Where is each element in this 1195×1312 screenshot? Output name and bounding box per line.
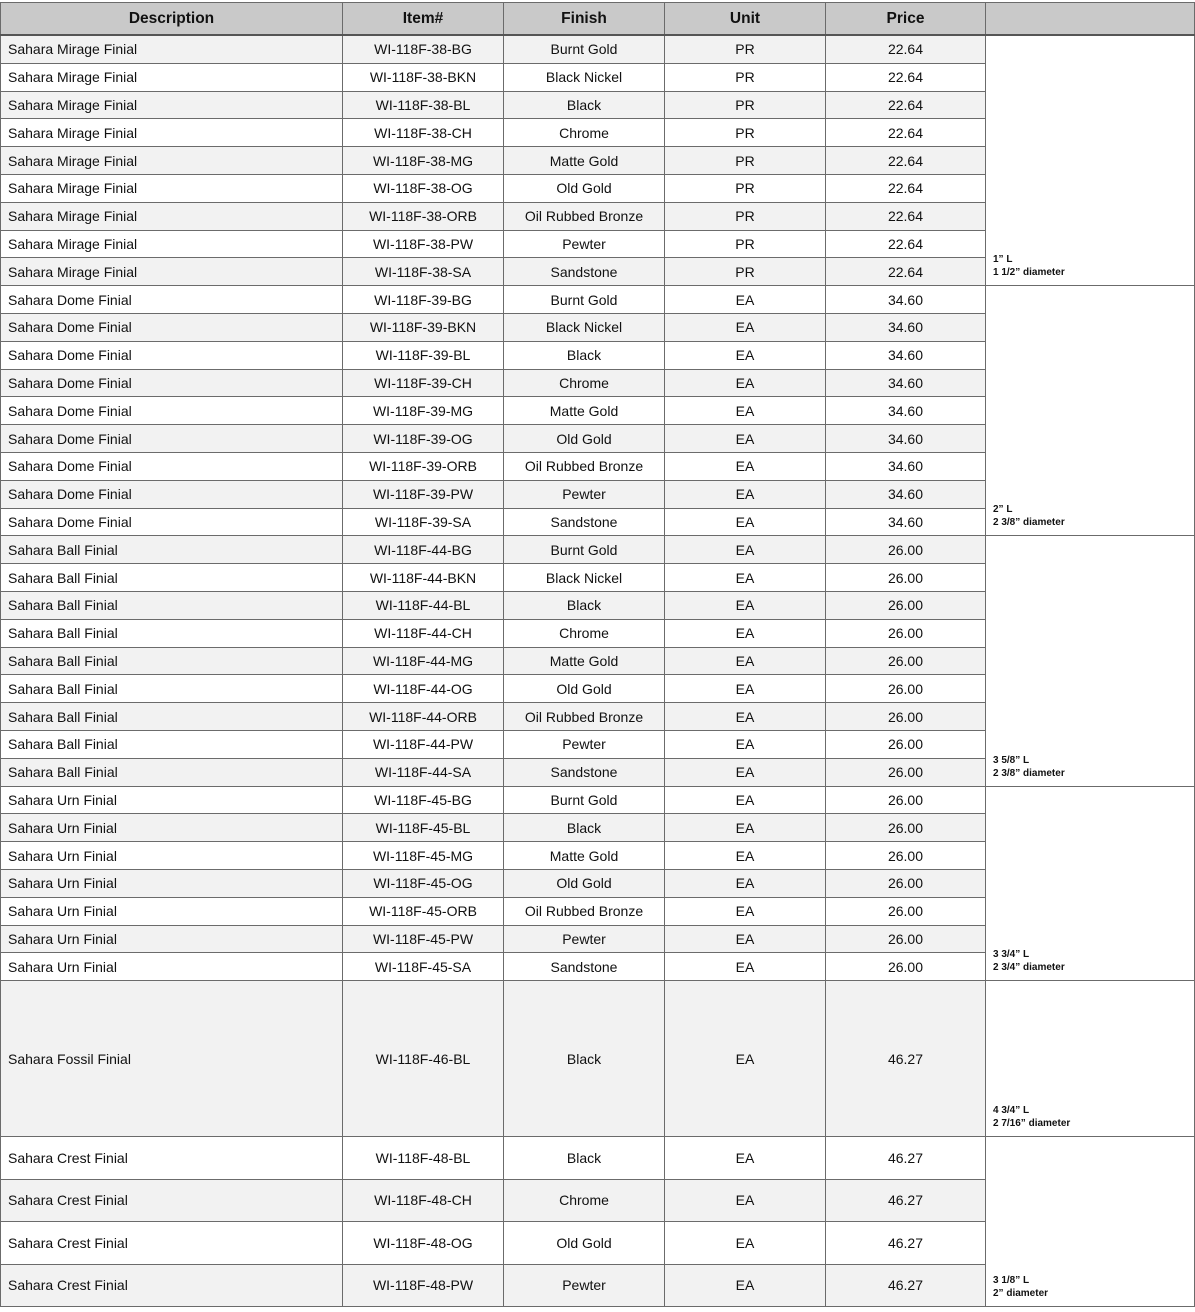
cell-unit: EA: [665, 369, 826, 397]
header-finish: Finish: [504, 3, 665, 36]
cell-price: 26.00: [826, 647, 986, 675]
cell-description: Sahara Ball Finial: [1, 619, 343, 647]
cell-description: Sahara Ball Finial: [1, 703, 343, 731]
cell-item-number: WI-118F-44-ORB: [343, 703, 504, 731]
cell-description: Sahara Crest Finial: [1, 1179, 343, 1222]
cell-item-number: WI-118F-39-BL: [343, 341, 504, 369]
cell-description: Sahara Dome Finial: [1, 452, 343, 480]
cell-description: Sahara Ball Finial: [1, 536, 343, 564]
diameter-label: 2 3/8” diameter: [993, 767, 1065, 779]
cell-price: 26.00: [826, 730, 986, 758]
cell-finish: Chrome: [504, 369, 665, 397]
cell-unit: EA: [665, 953, 826, 981]
cell-finish: Oil Rubbed Bronze: [504, 202, 665, 230]
dimensions-note: [986, 286, 1195, 536]
cell-item-number: WI-118F-38-OG: [343, 174, 504, 202]
cell-description: Sahara Mirage Finial: [1, 35, 343, 63]
cell-description: Sahara Urn Finial: [1, 897, 343, 925]
cell-finish: Old Gold: [504, 1222, 665, 1265]
cell-finish: Oil Rubbed Bronze: [504, 897, 665, 925]
cell-finish: Black: [504, 91, 665, 119]
cell-price: 26.00: [826, 536, 986, 564]
cell-unit: EA: [665, 1264, 826, 1307]
cell-item-number: WI-118F-44-PW: [343, 730, 504, 758]
price-table: [0, 2, 1195, 1307]
cell-item-number: WI-118F-45-MG: [343, 842, 504, 870]
cell-description: Sahara Urn Finial: [1, 842, 343, 870]
cell-finish: Sandstone: [504, 258, 665, 286]
cell-finish: Chrome: [504, 619, 665, 647]
cell-finish: Black: [504, 341, 665, 369]
cell-item-number: WI-118F-44-OG: [343, 675, 504, 703]
cell-finish: Pewter: [504, 230, 665, 258]
cell-price: 46.27: [826, 1179, 986, 1222]
cell-finish: Burnt Gold: [504, 536, 665, 564]
cell-description: Sahara Mirage Finial: [1, 63, 343, 91]
cell-description: Sahara Mirage Finial: [1, 119, 343, 147]
cell-item-number: WI-118F-39-SA: [343, 508, 504, 536]
length-label: 3 3/4” L: [993, 949, 1030, 961]
cell-item-number: WI-118F-39-OG: [343, 425, 504, 453]
cell-price: 26.00: [826, 675, 986, 703]
cell-unit: PR: [665, 63, 826, 91]
cell-description: Sahara Ball Finial: [1, 730, 343, 758]
cell-finish: Oil Rubbed Bronze: [504, 452, 665, 480]
header-unit: Unit: [665, 3, 826, 36]
cell-description: Sahara Urn Finial: [1, 786, 343, 814]
cell-finish: Matte Gold: [504, 842, 665, 870]
cell-description: Sahara Mirage Finial: [1, 202, 343, 230]
cell-price: 34.60: [826, 425, 986, 453]
cell-finish: Pewter: [504, 1264, 665, 1307]
cell-unit: PR: [665, 230, 826, 258]
cell-unit: EA: [665, 619, 826, 647]
cell-finish: Oil Rubbed Bronze: [504, 703, 665, 731]
cell-description: Sahara Dome Finial: [1, 341, 343, 369]
cell-description: Sahara Mirage Finial: [1, 174, 343, 202]
cell-item-number: WI-118F-39-CH: [343, 369, 504, 397]
header-item-number: Item#: [343, 3, 504, 36]
cell-price: 22.64: [826, 258, 986, 286]
cell-price: 46.27: [826, 1264, 986, 1307]
cell-item-number: WI-118F-38-ORB: [343, 202, 504, 230]
dimensions-note: [986, 981, 1195, 1137]
cell-unit: EA: [665, 647, 826, 675]
cell-item-number: WI-118F-45-SA: [343, 953, 504, 981]
cell-finish: Old Gold: [504, 174, 665, 202]
cell-item-number: WI-118F-38-MG: [343, 147, 504, 175]
cell-unit: EA: [665, 675, 826, 703]
cell-unit: EA: [665, 758, 826, 786]
cell-unit: EA: [665, 480, 826, 508]
cell-price: 26.00: [826, 786, 986, 814]
cell-price: 26.00: [826, 869, 986, 897]
cell-item-number: WI-118F-44-CH: [343, 619, 504, 647]
cell-description: Sahara Crest Finial: [1, 1264, 343, 1307]
cell-unit: PR: [665, 119, 826, 147]
cell-item-number: WI-118F-48-PW: [343, 1264, 504, 1307]
cell-finish: Sandstone: [504, 508, 665, 536]
cell-finish: Black Nickel: [504, 564, 665, 592]
cell-unit: EA: [665, 452, 826, 480]
cell-unit: PR: [665, 202, 826, 230]
table-row: [1, 536, 1195, 564]
cell-description: Sahara Mirage Finial: [1, 147, 343, 175]
cell-description: Sahara Ball Finial: [1, 564, 343, 592]
cell-item-number: WI-118F-48-CH: [343, 1179, 504, 1222]
cell-finish: Black: [504, 814, 665, 842]
cell-item-number: WI-118F-38-PW: [343, 230, 504, 258]
cell-description: Sahara Crest Finial: [1, 1222, 343, 1265]
cell-price: 22.64: [826, 147, 986, 175]
cell-description: Sahara Ball Finial: [1, 591, 343, 619]
cell-finish: Pewter: [504, 925, 665, 953]
cell-unit: EA: [665, 897, 826, 925]
cell-description: Sahara Dome Finial: [1, 397, 343, 425]
cell-unit: EA: [665, 703, 826, 731]
cell-item-number: WI-118F-38-BL: [343, 91, 504, 119]
cell-finish: Old Gold: [504, 675, 665, 703]
cell-unit: EA: [665, 842, 826, 870]
cell-description: Sahara Urn Finial: [1, 925, 343, 953]
cell-finish: Black Nickel: [504, 63, 665, 91]
diameter-label: 2 3/4” diameter: [993, 962, 1065, 974]
cell-item-number: WI-118F-45-OG: [343, 869, 504, 897]
table-row: [1, 286, 1195, 314]
cell-item-number: WI-118F-39-BKN: [343, 313, 504, 341]
length-label: 3 5/8” L: [993, 754, 1030, 766]
header-description: Description: [1, 3, 343, 36]
length-label: 1” L: [993, 254, 1013, 266]
cell-finish: Sandstone: [504, 953, 665, 981]
cell-unit: PR: [665, 35, 826, 63]
cell-price: 26.00: [826, 814, 986, 842]
cell-item-number: WI-118F-38-BKN: [343, 63, 504, 91]
cell-price: 22.64: [826, 35, 986, 63]
cell-price: 34.60: [826, 397, 986, 425]
cell-finish: Pewter: [504, 730, 665, 758]
cell-unit: PR: [665, 147, 826, 175]
cell-unit: EA: [665, 1222, 826, 1265]
cell-finish: Old Gold: [504, 869, 665, 897]
table-body: [1, 35, 1195, 1307]
cell-item-number: WI-118F-44-BKN: [343, 564, 504, 592]
cell-description: Sahara Ball Finial: [1, 675, 343, 703]
cell-unit: EA: [665, 1179, 826, 1222]
cell-item-number: WI-118F-44-SA: [343, 758, 504, 786]
cell-price: 26.00: [826, 619, 986, 647]
cell-finish: Black Nickel: [504, 313, 665, 341]
cell-unit: EA: [665, 397, 826, 425]
diameter-label: 2 7/16” diameter: [993, 1118, 1071, 1130]
header-dimensions: [986, 3, 1195, 36]
cell-description: Sahara Urn Finial: [1, 869, 343, 897]
cell-finish: Matte Gold: [504, 397, 665, 425]
cell-finish: Matte Gold: [504, 147, 665, 175]
cell-item-number: WI-118F-48-BL: [343, 1137, 504, 1180]
cell-description: Sahara Dome Finial: [1, 313, 343, 341]
cell-item-number: WI-118F-45-ORB: [343, 897, 504, 925]
cell-price: 22.64: [826, 230, 986, 258]
cell-unit: EA: [665, 786, 826, 814]
cell-unit: EA: [665, 730, 826, 758]
cell-finish: Black: [504, 1137, 665, 1180]
cell-description: Sahara Ball Finial: [1, 758, 343, 786]
cell-price: 34.60: [826, 369, 986, 397]
cell-price: 26.00: [826, 897, 986, 925]
cell-item-number: WI-118F-44-MG: [343, 647, 504, 675]
cell-description: Sahara Urn Finial: [1, 814, 343, 842]
cell-description: Sahara Mirage Finial: [1, 230, 343, 258]
length-label: 4 3/4” L: [993, 1105, 1030, 1117]
cell-unit: EA: [665, 1137, 826, 1180]
cell-price: 34.60: [826, 313, 986, 341]
dimensions-note: [986, 536, 1195, 786]
cell-item-number: WI-118F-39-PW: [343, 480, 504, 508]
cell-item-number: WI-118F-45-BG: [343, 786, 504, 814]
cell-price: 22.64: [826, 174, 986, 202]
cell-price: 26.00: [826, 591, 986, 619]
cell-unit: EA: [665, 341, 826, 369]
cell-price: 26.00: [826, 703, 986, 731]
cell-item-number: WI-118F-38-BG: [343, 35, 504, 63]
cell-price: 34.60: [826, 452, 986, 480]
dimensions-note: [986, 1137, 1195, 1307]
cell-description: Sahara Dome Finial: [1, 508, 343, 536]
cell-price: 46.27: [826, 981, 986, 1137]
cell-item-number: WI-118F-44-BL: [343, 591, 504, 619]
cell-description: Sahara Mirage Finial: [1, 91, 343, 119]
diameter-label: 2 3/8” diameter: [993, 517, 1065, 529]
cell-description: Sahara Dome Finial: [1, 425, 343, 453]
cell-price: 34.60: [826, 286, 986, 314]
cell-price: 22.64: [826, 119, 986, 147]
cell-finish: Old Gold: [504, 425, 665, 453]
table-row: [1, 981, 1195, 1137]
cell-item-number: WI-118F-38-SA: [343, 258, 504, 286]
cell-description: Sahara Dome Finial: [1, 286, 343, 314]
cell-description: Sahara Crest Finial: [1, 1137, 343, 1180]
diameter-label: 2” diameter: [993, 1288, 1049, 1300]
cell-unit: EA: [665, 981, 826, 1137]
cell-unit: EA: [665, 564, 826, 592]
cell-price: 46.27: [826, 1222, 986, 1265]
cell-finish: Black: [504, 981, 665, 1137]
cell-item-number: WI-118F-39-ORB: [343, 452, 504, 480]
cell-price: 26.00: [826, 842, 986, 870]
length-label: 3 1/8” L: [993, 1275, 1030, 1287]
cell-unit: EA: [665, 425, 826, 453]
cell-finish: Pewter: [504, 480, 665, 508]
cell-unit: EA: [665, 814, 826, 842]
cell-price: 26.00: [826, 953, 986, 981]
cell-price: 34.60: [826, 341, 986, 369]
cell-description: Sahara Urn Finial: [1, 953, 343, 981]
cell-item-number: WI-118F-39-BG: [343, 286, 504, 314]
cell-unit: EA: [665, 536, 826, 564]
cell-unit: EA: [665, 286, 826, 314]
cell-finish: Chrome: [504, 119, 665, 147]
length-label: 2” L: [993, 504, 1013, 516]
cell-unit: EA: [665, 925, 826, 953]
cell-unit: PR: [665, 258, 826, 286]
cell-price: 34.60: [826, 480, 986, 508]
cell-finish: Chrome: [504, 1179, 665, 1222]
cell-price: 34.60: [826, 508, 986, 536]
cell-price: 22.64: [826, 91, 986, 119]
cell-item-number: WI-118F-39-MG: [343, 397, 504, 425]
cell-price: 26.00: [826, 564, 986, 592]
cell-item-number: WI-118F-45-PW: [343, 925, 504, 953]
cell-description: Sahara Dome Finial: [1, 480, 343, 508]
cell-item-number: WI-118F-44-BG: [343, 536, 504, 564]
cell-description: Sahara Fossil Finial: [1, 981, 343, 1137]
cell-item-number: WI-118F-38-CH: [343, 119, 504, 147]
cell-item-number: WI-118F-48-OG: [343, 1222, 504, 1265]
cell-item-number: WI-118F-45-BL: [343, 814, 504, 842]
header-price: Price: [826, 3, 986, 36]
cell-unit: EA: [665, 508, 826, 536]
cell-description: Sahara Ball Finial: [1, 647, 343, 675]
cell-unit: EA: [665, 591, 826, 619]
cell-finish: Burnt Gold: [504, 286, 665, 314]
table-row: [1, 786, 1195, 814]
cell-price: 22.64: [826, 63, 986, 91]
cell-description: Sahara Dome Finial: [1, 369, 343, 397]
cell-unit: PR: [665, 91, 826, 119]
cell-price: 46.27: [826, 1137, 986, 1180]
cell-finish: Matte Gold: [504, 647, 665, 675]
cell-finish: Burnt Gold: [504, 35, 665, 63]
cell-finish: Burnt Gold: [504, 786, 665, 814]
cell-finish: Sandstone: [504, 758, 665, 786]
cell-price: 26.00: [826, 925, 986, 953]
table-row: [1, 35, 1195, 63]
cell-unit: EA: [665, 313, 826, 341]
cell-item-number: WI-118F-46-BL: [343, 981, 504, 1137]
header-row: [1, 3, 1195, 36]
cell-description: Sahara Mirage Finial: [1, 258, 343, 286]
cell-price: 26.00: [826, 758, 986, 786]
cell-finish: Black: [504, 591, 665, 619]
diameter-label: 1 1/2” diameter: [993, 267, 1065, 279]
cell-unit: PR: [665, 174, 826, 202]
dimensions-note: [986, 786, 1195, 981]
dimensions-note: [986, 35, 1195, 286]
cell-unit: EA: [665, 869, 826, 897]
table-row: [1, 1137, 1195, 1180]
cell-price: 22.64: [826, 202, 986, 230]
